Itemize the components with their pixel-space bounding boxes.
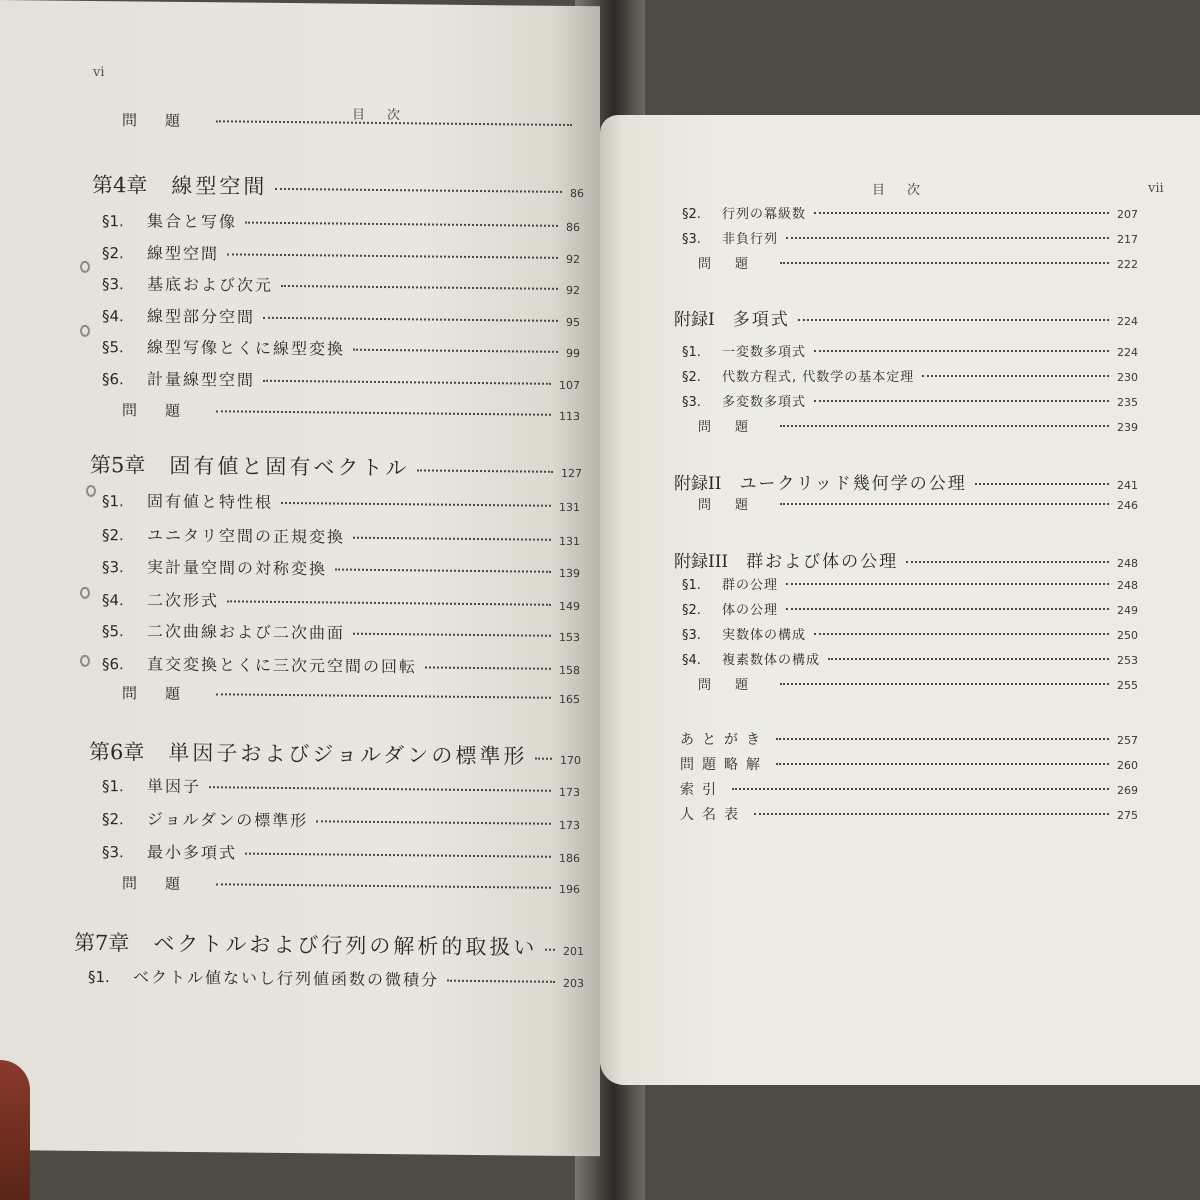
section-number: §1.: [102, 777, 124, 796]
entry-title: 一変数多項式: [722, 345, 807, 360]
entry-title: 問題: [122, 401, 209, 421]
page-ref: 217: [1117, 233, 1138, 246]
page-ref: 86: [566, 220, 580, 235]
page-ref: 203: [563, 976, 584, 991]
section-number: §3.: [102, 558, 124, 577]
section-number: §1.: [682, 578, 701, 593]
leader-dots: [425, 666, 551, 669]
page-ref: 153: [559, 630, 580, 645]
leader-dots: [447, 980, 555, 983]
leader-dots: [786, 237, 1109, 239]
entry-title: ユークリッド幾何学の公理: [739, 474, 967, 494]
entry-title: ベクトル値ないし行列値函数の微積分: [133, 967, 440, 990]
leader-dots: [209, 786, 551, 792]
entry-title: 直交変換とくに三次元空間の回転: [147, 654, 418, 677]
entry-title: あとがき: [680, 732, 768, 748]
page-ref: 139: [559, 566, 580, 581]
page-header: 目次: [872, 183, 943, 198]
section-number: §1.: [102, 212, 124, 231]
entry-title: 問題: [122, 874, 209, 894]
section-entry: [102, 806, 580, 834]
entry-title: 複素数体の構成: [722, 653, 821, 668]
section-entry: [682, 228, 1138, 247]
page-ref: 107: [559, 378, 580, 393]
entry-title: ジョルダンの標準形: [147, 809, 309, 831]
leader-dots: [335, 569, 551, 573]
page-ref: 92: [566, 252, 580, 267]
leader-dots: [216, 883, 551, 889]
entry-title: 基底および次元: [147, 274, 274, 295]
section-entry: [102, 651, 580, 679]
section-entry: [682, 341, 1138, 360]
leader-dots: [227, 600, 551, 605]
section-number: §3.: [682, 395, 701, 410]
chapter-entry: [674, 469, 1138, 494]
section-entry: [682, 599, 1138, 618]
exercises-entry: [698, 416, 1138, 435]
page-ref: 249: [1117, 604, 1138, 617]
page-ref: 230: [1117, 371, 1138, 384]
section-entry: [102, 522, 580, 550]
section-entry: [102, 303, 580, 331]
leader-dots: [780, 262, 1109, 264]
section-entry: [102, 618, 580, 646]
entry-title: 問題: [698, 498, 773, 513]
chapter-entry: [92, 169, 584, 204]
section-entry: [102, 773, 580, 801]
pencil-circle-mark: [80, 325, 90, 337]
page-number: vii: [1148, 181, 1164, 196]
leader-dots: [353, 537, 551, 541]
chapter-entry: [674, 547, 1138, 572]
section-entry: [102, 839, 580, 867]
pencil-circle-mark: [80, 655, 90, 667]
page-ref: 269: [1117, 784, 1138, 797]
section-entry: [682, 624, 1138, 643]
exercises-entry: [122, 399, 580, 425]
entry-title: 線型空間: [171, 173, 268, 199]
entry-title: 単因子: [147, 776, 202, 797]
page-ref: 173: [559, 818, 580, 833]
leader-dots: [216, 410, 551, 416]
section-number: §2.: [102, 810, 124, 829]
page-ref: 131: [559, 534, 580, 549]
entry-title: 単因子およびジョルダンの標準形: [168, 740, 528, 769]
page-ref: 250: [1117, 629, 1138, 642]
page-ref: 173: [559, 785, 580, 800]
table-edge: [0, 1060, 30, 1200]
section-number: §5.: [102, 338, 124, 357]
section-entry: [88, 964, 584, 992]
entry-title: 集合と写像: [147, 211, 238, 232]
section-number: §1.: [102, 492, 124, 511]
entry-title: 二次形式: [147, 590, 220, 611]
page-ref: 149: [559, 599, 580, 614]
page-ref: 95: [566, 315, 580, 330]
chapter-entry: [74, 927, 584, 962]
page-ref: 222: [1117, 258, 1138, 271]
chapter-label: 附録I: [674, 310, 715, 330]
entry-title: 問題: [122, 111, 209, 131]
entry-title: 計量線型空間: [147, 369, 256, 390]
page-ref: 165: [559, 692, 580, 707]
entry-title: 固有値と固有ベクトル: [169, 453, 410, 481]
section-entry: [102, 271, 580, 299]
page-ref: 186: [559, 851, 580, 866]
page-ref: 246: [1117, 499, 1138, 512]
section-number: §3.: [682, 232, 701, 247]
page-ref: 224: [1117, 346, 1138, 359]
backmatter-entry: [680, 754, 1138, 774]
page-ref: 257: [1117, 734, 1138, 747]
entry-title: 問題: [698, 420, 773, 435]
section-number: §3.: [102, 843, 124, 862]
section-entry: [682, 391, 1138, 410]
page-ref: 196: [559, 882, 580, 897]
page-ref: 224: [1117, 315, 1138, 328]
entry-title: 問題: [698, 257, 773, 272]
section-entry: [682, 574, 1138, 593]
pencil-circle-mark: [80, 587, 90, 599]
entry-title: 非負行列: [722, 232, 779, 247]
entry-title: 多変数多項式: [722, 395, 807, 410]
page-ref: 275: [1117, 809, 1138, 822]
leader-dots: [245, 222, 558, 227]
section-entry: [102, 366, 580, 394]
section-number: §2.: [682, 370, 701, 385]
page-ref: 131: [559, 500, 580, 515]
leader-dots: [776, 738, 1109, 740]
page-ref: 201: [563, 944, 584, 959]
section-number: §6.: [102, 370, 124, 389]
leader-dots: [906, 561, 1109, 563]
left-page: [0, 0, 600, 1156]
entry-title: 群の公理: [722, 578, 779, 593]
entry-title: 線型部分空間: [147, 306, 256, 327]
entry-title: 固有値と特性根: [147, 491, 274, 512]
section-number: §3.: [682, 628, 701, 643]
entry-title: 人名表: [680, 807, 746, 823]
chapter-label: 附録II: [674, 474, 722, 494]
exercises-entry: [122, 109, 580, 135]
section-number: §6.: [102, 655, 124, 674]
entry-title: 二次曲線および二次曲面: [147, 621, 346, 643]
page-ref: 207: [1117, 208, 1138, 221]
leader-dots: [814, 212, 1109, 214]
page-ref: 241: [1117, 479, 1138, 492]
exercises-entry: [698, 674, 1138, 693]
page-ref: 86: [570, 186, 584, 201]
leader-dots: [732, 788, 1109, 790]
entry-title: 索引: [680, 782, 724, 798]
leader-dots: [828, 658, 1109, 660]
pencil-circle-mark: [86, 485, 96, 497]
entry-title: 代数方程式, 代数学の基本定理: [722, 370, 915, 385]
entry-title: 実計量空間の対称変換: [147, 557, 328, 579]
section-number: §2.: [682, 603, 701, 618]
leader-dots: [814, 350, 1109, 352]
page-ref: 158: [559, 663, 580, 678]
leader-dots: [216, 693, 551, 699]
section-number: §5.: [102, 622, 124, 641]
page-ref: 92: [566, 283, 580, 298]
entry-title: 問題: [122, 684, 209, 704]
leader-dots: [263, 380, 551, 385]
entry-title: 問題: [698, 678, 773, 693]
chapter-entry: [674, 305, 1138, 330]
page-ref: 170: [560, 753, 581, 768]
chapter-entry: [90, 449, 582, 484]
section-entry: [102, 554, 580, 582]
page-ref: 99: [566, 346, 580, 361]
leader-dots: [245, 853, 551, 858]
page-number: vi: [93, 64, 105, 81]
section-entry: [102, 240, 580, 268]
leader-dots: [417, 469, 553, 472]
chapter-label: 第7章: [74, 930, 130, 956]
chapter-label: 第5章: [90, 452, 146, 478]
entry-title: 最小多項式: [147, 842, 238, 863]
section-entry: [102, 488, 580, 516]
exercises-entry: [122, 872, 580, 898]
exercises-entry: [698, 494, 1138, 513]
entry-title: 線型写像とくに線型変換: [147, 337, 346, 359]
entry-title: 実数体の構成: [722, 628, 807, 643]
leader-dots: [780, 683, 1109, 685]
leader-dots: [263, 317, 558, 322]
leader-dots: [754, 813, 1109, 815]
entry-title: 問題略解: [680, 757, 768, 773]
page-ref: 255: [1117, 679, 1138, 692]
section-entry: [682, 203, 1138, 222]
leader-dots: [776, 763, 1109, 765]
section-entry: [682, 366, 1138, 385]
page-ref: 248: [1117, 557, 1138, 570]
entry-title: 群および体の公理: [746, 552, 899, 572]
leader-dots: [780, 425, 1109, 427]
leader-dots: [814, 633, 1109, 635]
section-number: §2.: [102, 526, 124, 545]
leader-dots: [353, 349, 558, 353]
leader-dots: [353, 633, 551, 637]
page-ref: 248: [1117, 579, 1138, 592]
section-entry: [682, 649, 1138, 668]
section-number: §3.: [102, 275, 124, 294]
exercises-entry: [122, 682, 580, 708]
entry-title: 体の公理: [722, 603, 779, 618]
backmatter-entry: [680, 779, 1138, 799]
exercises-entry: [698, 253, 1138, 272]
section-entry: [102, 334, 580, 362]
section-number: §4.: [102, 591, 124, 610]
chapter-label: 附録III: [674, 552, 729, 572]
leader-dots: [316, 820, 551, 824]
chapter-label: 第6章: [89, 739, 145, 765]
page-ref: 127: [561, 466, 582, 481]
leader-dots: [227, 253, 558, 258]
pencil-circle-mark: [80, 261, 90, 273]
entry-title: ユニタリ空間の正規変換: [147, 525, 346, 547]
backmatter-entry: [680, 804, 1138, 824]
leader-dots: [922, 375, 1109, 377]
section-entry: [102, 208, 580, 236]
section-number: §4.: [682, 653, 701, 668]
section-number: §2.: [102, 244, 124, 263]
entry-title: 線型空間: [147, 243, 220, 264]
page-header: 目次: [352, 107, 423, 124]
page-ref: 253: [1117, 654, 1138, 667]
leader-dots: [786, 583, 1109, 585]
section-number: §1.: [682, 345, 701, 360]
entry-title: 多項式: [732, 310, 790, 330]
leader-dots: [814, 400, 1109, 402]
leader-dots: [786, 608, 1109, 610]
backmatter-entry: [680, 729, 1138, 749]
leader-dots: [281, 502, 551, 507]
right-page: [600, 115, 1200, 1085]
leader-dots: [780, 503, 1109, 505]
section-entry: [102, 587, 580, 615]
leader-dots: [535, 758, 552, 760]
section-number: §1.: [88, 967, 110, 987]
leader-dots: [975, 483, 1109, 485]
leader-dots: [216, 120, 572, 126]
section-number: §2.: [682, 207, 701, 222]
page-ref: 260: [1117, 759, 1138, 772]
leader-dots: [798, 319, 1109, 321]
section-number: §4.: [102, 307, 124, 326]
chapter-label: 第4章: [92, 172, 148, 198]
leader-dots: [545, 949, 555, 951]
entry-title: 行列の冪級数: [722, 207, 807, 222]
leader-dots: [275, 188, 562, 193]
leader-dots: [281, 285, 558, 290]
page-ref: 239: [1117, 421, 1138, 434]
entry-title: ベクトルおよび行列の解析的取扱い: [153, 931, 538, 960]
page-ref: 113: [559, 409, 580, 424]
page-ref: 235: [1117, 396, 1138, 409]
chapter-entry: [89, 736, 581, 771]
